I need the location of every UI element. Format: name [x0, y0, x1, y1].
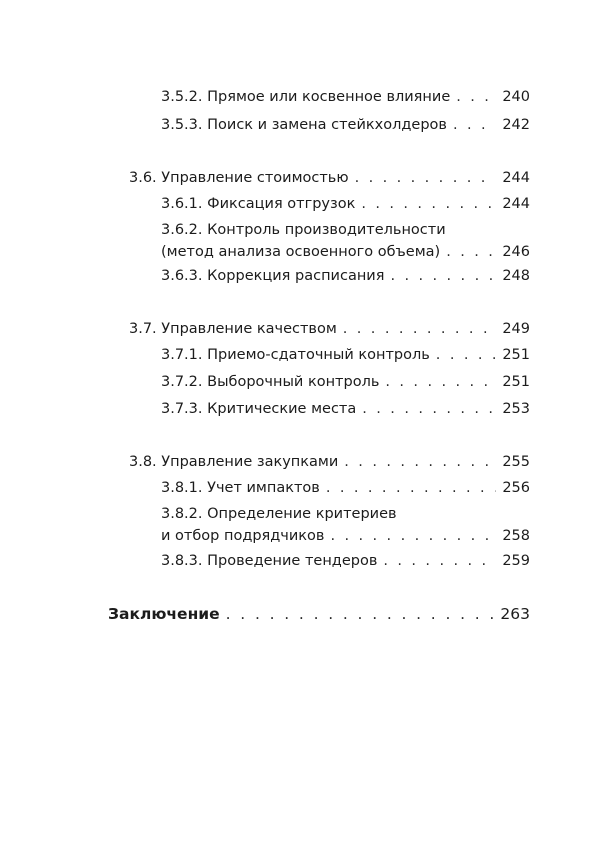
toc-entry-3-8[interactable] [129, 451, 530, 473]
toc-entry-3-7-2[interactable] [161, 371, 530, 393]
toc-page-number: 259 [502, 553, 530, 569]
toc-entry-title-line-2: и отбор подрядчиков [161, 528, 325, 544]
toc-leader-dots [343, 318, 497, 340]
toc-entry-conclusion[interactable] [108, 603, 530, 625]
toc-leader-dots [362, 398, 496, 420]
toc-leader-dots [226, 603, 495, 625]
toc-entry-title-line-1: 3.8.2. Определение критериев [161, 506, 397, 522]
toc-entry-title: 3.7.3. Критические места [161, 401, 357, 417]
toc-entry-title: 3.8.1. Учет импактов [161, 480, 320, 496]
toc-entry-title: 3.8. Управление закупками [129, 454, 339, 470]
toc-entry-3-6[interactable] [129, 167, 530, 189]
toc-entry-title-line-2: (метод анализа освоенного объема) [161, 244, 441, 260]
toc-entry-3-8-1[interactable] [161, 477, 530, 499]
toc-leader-dots [390, 265, 496, 287]
toc-entry-3-6-2[interactable] [161, 219, 530, 263]
toc-leader-dots [361, 193, 496, 215]
toc-entry-3-7-1[interactable] [161, 344, 530, 366]
toc-leader-dots [456, 86, 496, 108]
toc-page-number: 263 [500, 605, 530, 623]
toc-page-number: 255 [502, 454, 530, 470]
toc-leader-dots [446, 241, 496, 263]
toc-leader-dots [436, 344, 497, 366]
toc-entry-title: 3.7.2. Выборочный контроль [161, 374, 380, 390]
toc-page-number: 256 [502, 480, 530, 496]
toc-page-number: 242 [502, 117, 530, 133]
toc-leader-dots [355, 167, 497, 189]
toc-entry-3-6-1[interactable] [161, 193, 530, 215]
toc-page-number: 253 [502, 401, 530, 417]
toc-leader-dots [326, 477, 496, 499]
toc-leader-dots [383, 550, 496, 572]
toc-page-number: 248 [502, 268, 530, 284]
toc-page-number: 244 [502, 196, 530, 212]
toc-entry-title: Заключение [108, 605, 220, 623]
toc-entry-title: 3.6.3. Коррекция расписания [161, 268, 385, 284]
toc-entry-title: 3.7. Управление качеством [129, 321, 337, 337]
toc-leader-dots [330, 525, 496, 547]
toc-page-number: 251 [502, 347, 530, 363]
toc-entry-3-7-3[interactable] [161, 398, 530, 420]
toc-entry-3-8-2[interactable] [161, 503, 530, 547]
toc-leader-dots [385, 371, 496, 393]
toc-entry-title-line-1: 3.6.2. Контроль производительности [161, 222, 446, 238]
toc-page-number: 249 [502, 321, 530, 337]
toc-page-number: 246 [502, 244, 530, 260]
toc-entry-3-8-3[interactable] [161, 550, 530, 572]
toc-leader-dots [344, 451, 496, 473]
toc-page-number: 240 [502, 89, 530, 105]
toc-entry-3-5-3[interactable] [161, 114, 530, 136]
toc-leader-dots [453, 114, 496, 136]
toc-page-number: 251 [502, 374, 530, 390]
toc-page-number: 258 [502, 528, 530, 544]
toc-entry-3-5-2[interactable] [161, 86, 530, 108]
toc-entry-title: 3.5.3. Поиск и замена стейкхолдеров [161, 117, 447, 133]
toc-entry-title: 3.6. Управление стоимостью [129, 170, 349, 186]
toc-entry-3-7[interactable] [129, 318, 530, 340]
toc-entry-title: 3.7.1. Приемо-сдаточный контроль [161, 347, 430, 363]
toc-entry-title: 3.8.3. Проведение тендеров [161, 553, 378, 569]
toc-entry-title: 3.5.2. Прямое или косвенное влияние [161, 89, 451, 105]
toc-page-number: 244 [502, 170, 530, 186]
toc-entry-3-6-3[interactable] [161, 265, 530, 287]
toc-entry-title: 3.6.1. Фиксация отгрузок [161, 196, 356, 212]
